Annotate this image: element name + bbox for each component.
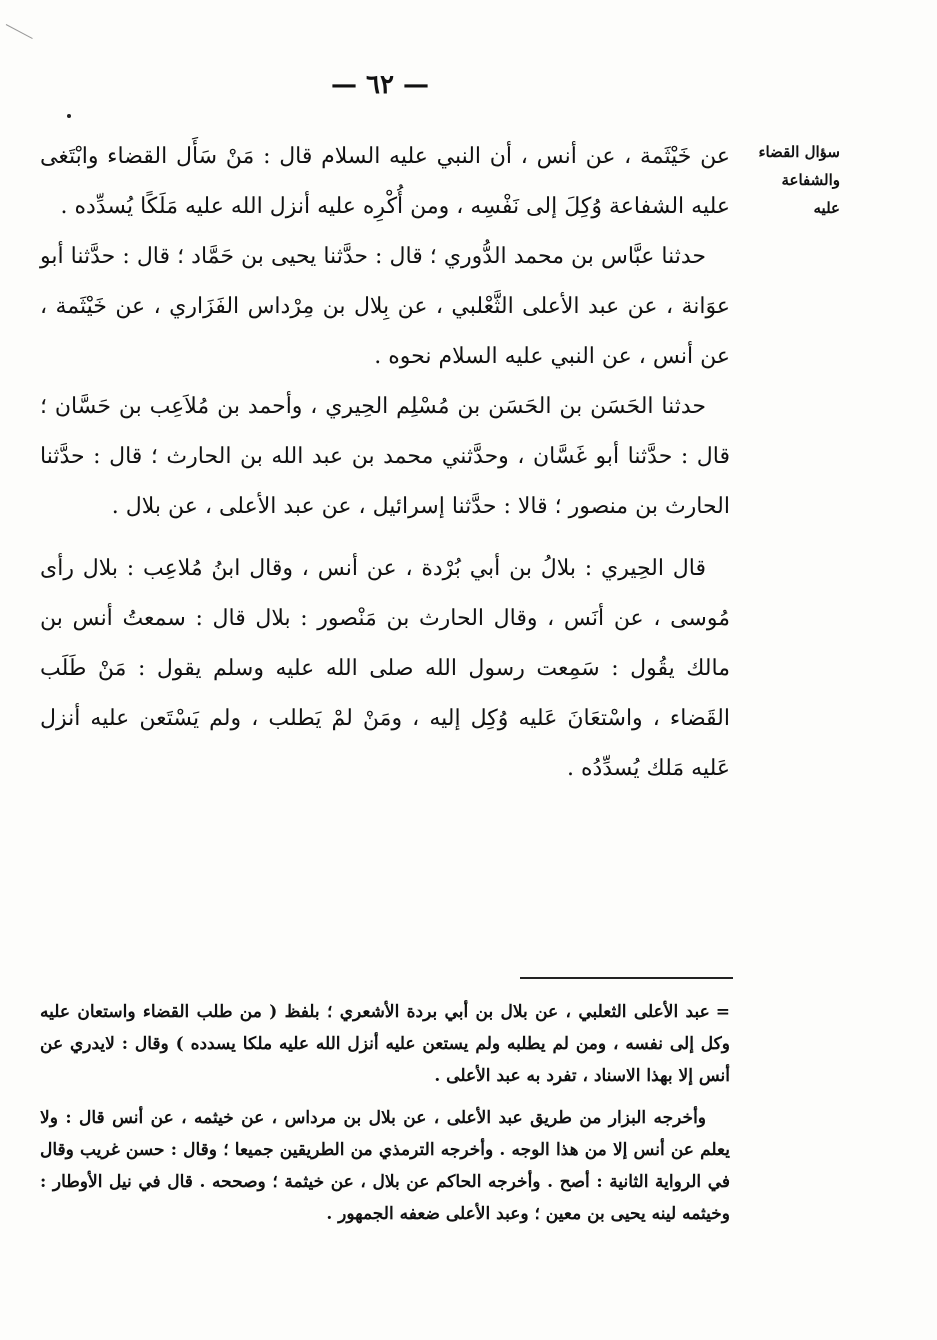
paragraph-3: حدثنا الحَسَن بن الحَسَن بن مُسْلِم الحِيري ، وأحمد بن مُلاَعِب بن حَسَّان ؛ قال : حدَّثنا أبو غَسَّان ، وحدَّثني محمد بن عبد الله بن الحارث ؛ قال : حدَّثنا الحارث بن منصور ؛ قالا : حدَّثنا إسرائيل ، عن عبد الأعلى ، عن بلال . <box>40 394 730 519</box>
main-text <box>40 132 730 794</box>
footnote-continuation-marker: = <box>715 1002 730 1022</box>
scan-corner-mark <box>6 24 33 39</box>
paragraph-4: قال الحِيري : بلالُ بن أبي بُرْدة ، عن أنس ، وقال ابنُ مُلاعِب : بلال رأى مُوسى ، عن أنَس ، وقال الحارث بن مَنْصور : بلال قال : سمعتُ أنس بن مالك يقُول : سَمِعت رسول الله صلى الله عليه وسلم يقول : مَنْ طَلَب القَضاء ، واسْتعَانَ عَليه وُكِل إليه ، ومَنْ لمْ يَطلب ، ولم يَسْتَعن عليه أنزل عَليه مَلك يُسدِّدُه . <box>40 556 731 781</box>
footnote-2: وأخرجه البزار من طريق عبد الأعلى ، عن بلال بن مرداس ، عن خيثمه ، عن أنس قال : ولا يعلم عن أنس إلا من هذا الوجه . وأخرجه الترمذي من الطريقين جميعا ؛ وقال : حسن غريب وقال في الرواية الثانية : أصح . وأخرجه الحاكم عن بلال ، عن خيثمة ؛ وصححه . قال في نيل الأوطار : وخيثمه لينه يحيى بن معين ؛ وعبد الأعلى ضعفه الجمهور . <box>40 1108 730 1224</box>
ink-dot <box>67 114 71 118</box>
footnote-1-text: عبد الأعلى الثعلبي ، عن بلال بن أبي بردة الأشعري ؛ بلفظ ( من طلب القضاء واستعان عليه وكل إلى نفسه ، ومن لم يطلبه ولم يستعن عليه أنزل الله عليه ملكا يسدده ) وقال : لايدري عن أنس إلا بهذا الاسناد ، تفرد به عبد الأعلى . <box>40 1002 730 1086</box>
margin-note: سؤال القضاء والشفاعة عليه <box>758 143 840 217</box>
footnote-separator <box>520 977 733 979</box>
footnotes <box>40 996 730 1230</box>
page-number: — ٦٢ — <box>330 70 430 100</box>
paragraph-2: حدثنا عبَّاس بن محمد الدُّوري ؛ قال : حدَّثنا يحيى بن حَمَّاد ؛ قال : حدَّثنا أبو عوَانة ، عن عبد الأعلى الثَّعْلبي ، عن بِلال بن مِرْداس الفَزَاري ، عن خَيْثَمة ، عن أنس ، عن النبي عليه السلام نحوه . <box>40 244 730 369</box>
footnote-1 <box>40 996 730 1092</box>
paragraph-1: عن خَيْثَمة ، عن أنس ، أن النبي عليه السلام قال : مَنْ سَأَل القضاء وابْتَغى عليه الشفاعة وُكِلَ إلى نَفْسِه ، ومن أُكْرِه عليه أنزل الله عليه مَلَكًا يُسدِّده . <box>40 144 730 219</box>
